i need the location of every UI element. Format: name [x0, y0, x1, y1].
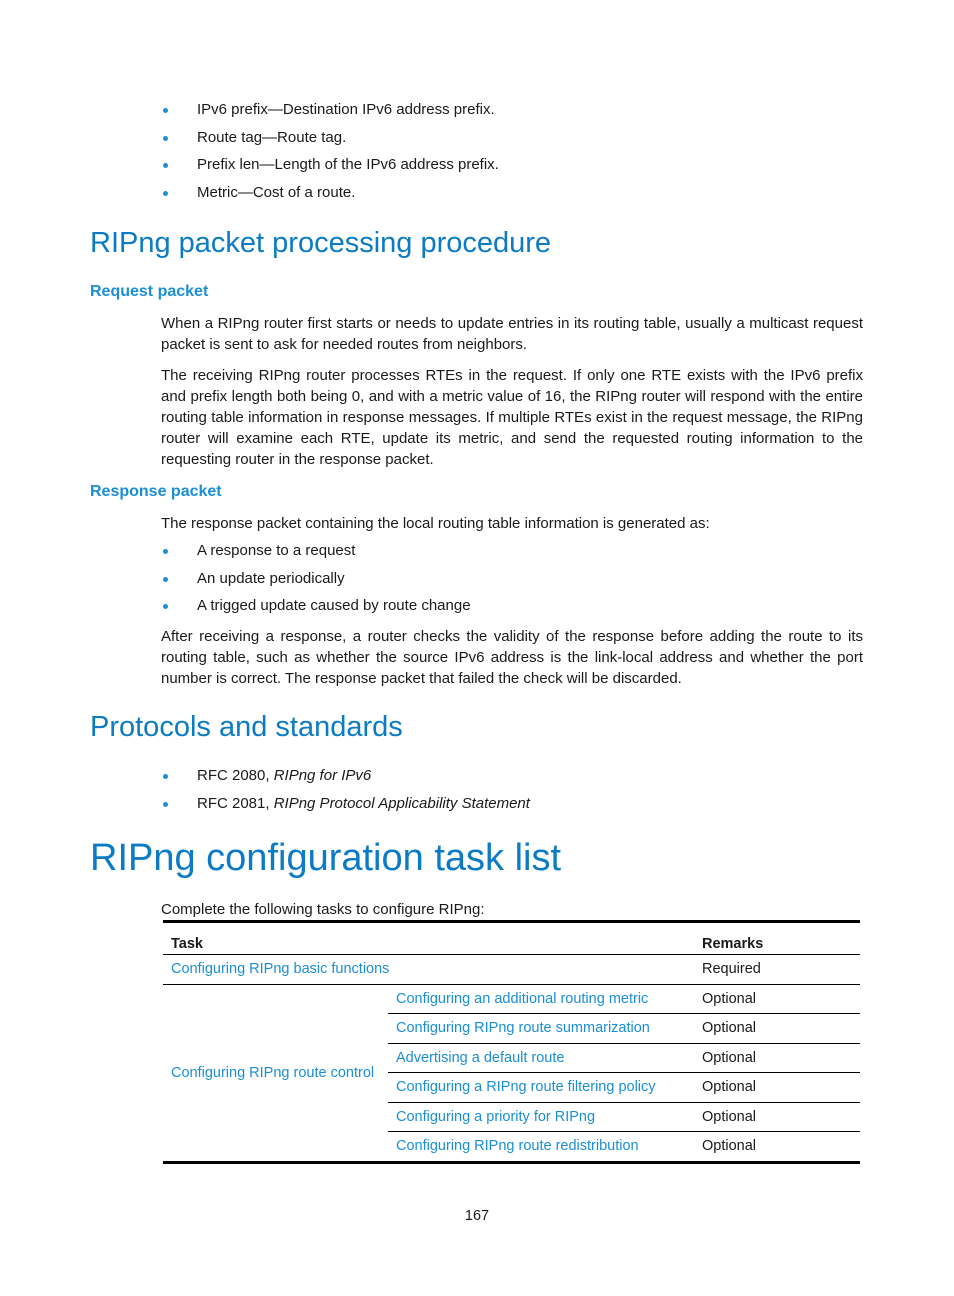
bullet-icon — [163, 774, 168, 779]
bullet-icon — [163, 136, 168, 141]
list-item: Route tag—Route tag. — [161, 128, 499, 148]
list-item: Metric—Cost of a route. — [161, 183, 499, 203]
table-row — [163, 955, 860, 985]
section-title-packet-processing: RIPng packet processing procedure — [90, 227, 552, 259]
remark-cell: Optional — [694, 1102, 860, 1132]
response-packet-heading: Response packet — [90, 483, 222, 500]
link-priority[interactable]: Configuring a priority for RIPng — [396, 1108, 596, 1125]
link-filtering-policy[interactable]: Configuring a RIPng route filtering policy — [396, 1079, 656, 1096]
remark-cell: Optional — [694, 1073, 860, 1103]
task-table — [163, 920, 860, 1164]
task-list-intro: Complete the following tasks to configure RIPng: — [161, 901, 485, 918]
column-header-remarks: Remarks — [694, 922, 860, 955]
bullet-icon — [163, 604, 168, 609]
list-item: Prefix len—Length of the IPv6 address prefix. — [161, 155, 499, 175]
page-number: 167 — [464, 1208, 490, 1224]
link-route-control[interactable]: Configuring RIPng route control — [171, 1064, 375, 1081]
column-header-task: Task — [163, 922, 694, 955]
response-bullet-list — [161, 541, 471, 624]
table-header-row — [163, 922, 860, 955]
request-paragraph-2: The receiving RIPng router processes RTEs in the request. If only one RTE exists with the IPv6 prefix and prefix length both being 0, and with a metric value of 16, the RIPng router will respond with the entire routing table information in response messages. If multiple RTEs exist in the request message, the RIPng router will examine each RTE, update its metric, and send the requested routing information to the requesting router in the response packet. — [161, 367, 863, 468]
section-title-protocols: Protocols and standards — [90, 711, 403, 743]
response-intro: The response packet containing the local routing table information is generated as: — [161, 515, 710, 532]
bullet-icon — [163, 163, 168, 168]
list-item: A response to a request — [161, 541, 471, 561]
link-basic-functions[interactable]: Configuring RIPng basic functions — [171, 961, 390, 978]
bullet-icon — [163, 108, 168, 113]
link-default-route[interactable]: Advertising a default route — [396, 1049, 565, 1066]
remark-cell: Optional — [694, 1132, 860, 1163]
request-packet-heading: Request packet — [90, 283, 209, 300]
remark-cell: Required — [694, 955, 860, 985]
protocols-list — [161, 766, 530, 821]
list-item: A trigged update caused by route change — [161, 596, 471, 616]
request-paragraph-1: When a RIPng router first starts or needs to update entries in its routing table, usually a multicast request packet is sent to ask for needed routes from neighbors. — [161, 315, 863, 353]
bullet-icon — [163, 577, 168, 582]
link-route-summarization[interactable]: Configuring RIPng route summarization — [396, 1020, 650, 1037]
table-row — [163, 984, 860, 1014]
bullet-icon — [163, 549, 168, 554]
list-item: RFC 2081, RIPng Protocol Applicability Statement — [161, 794, 530, 814]
link-redistribution[interactable]: Configuring RIPng route redistribution — [396, 1138, 639, 1155]
top-bullet-list — [161, 100, 499, 210]
remark-cell: Optional — [694, 984, 860, 1014]
list-item: An update periodically — [161, 569, 471, 589]
bullet-icon — [163, 191, 168, 196]
remark-cell: Optional — [694, 1043, 860, 1073]
list-item: IPv6 prefix—Destination IPv6 address prefix. — [161, 100, 499, 120]
link-additional-metric[interactable]: Configuring an additional routing metric — [396, 990, 649, 1007]
response-paragraph: After receiving a response, a router checks the validity of the response before adding the route to its routing table, such as whether the source IPv6 address is the link-local address and whether the port number is correct. The response packet that failed the check will be discarded. — [161, 628, 863, 687]
bullet-icon — [163, 802, 168, 807]
list-item: RFC 2080, RIPng for IPv6 — [161, 766, 530, 786]
remark-cell: Optional — [694, 1014, 860, 1044]
section-title-task-list: RIPng configuration task list — [90, 837, 562, 879]
